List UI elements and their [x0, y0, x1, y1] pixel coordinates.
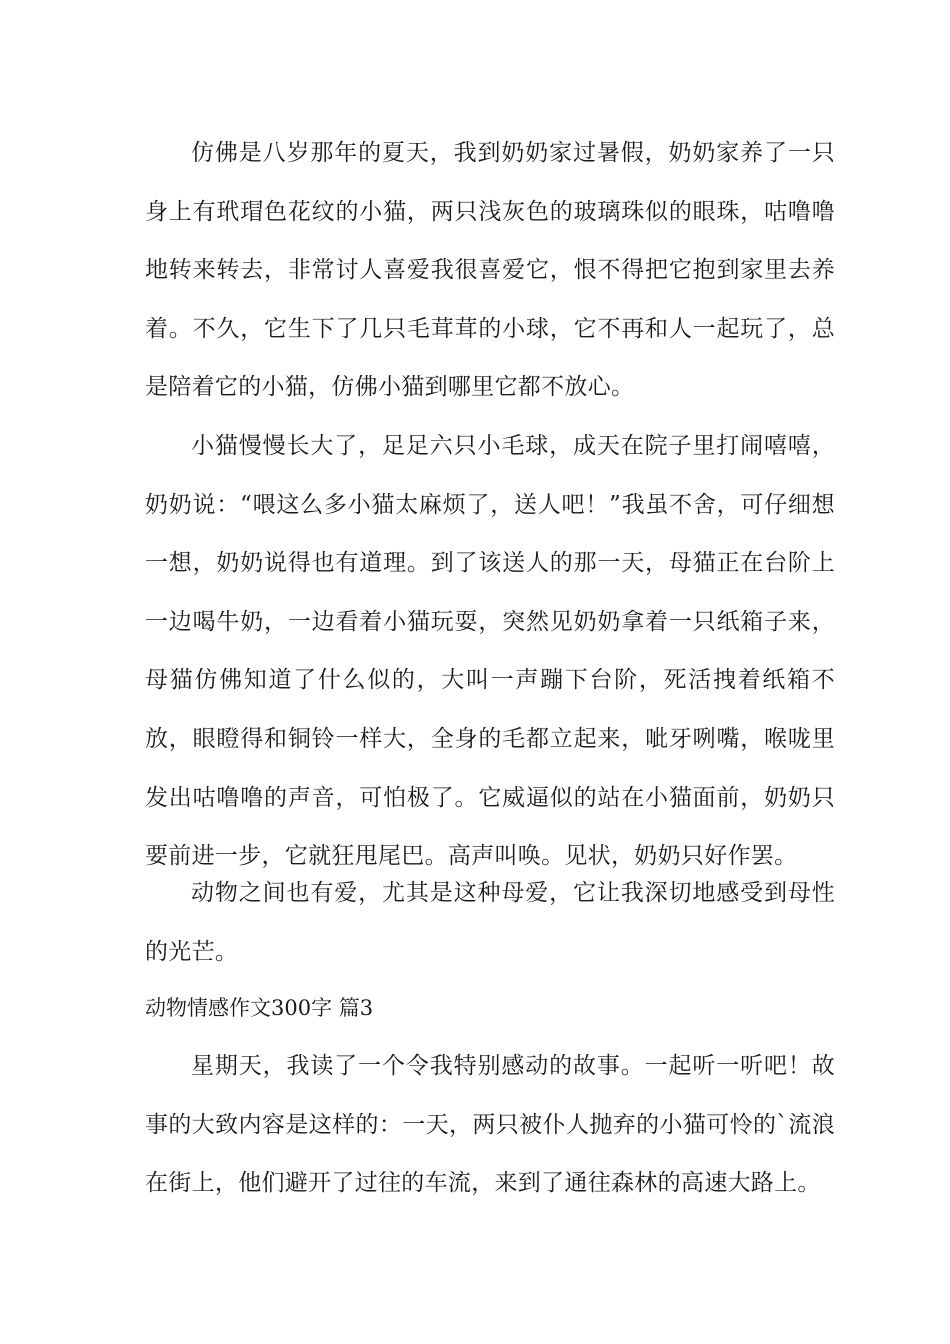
paragraph-2: 小猫慢慢长大了，足足六只小毛球，成天在院子里打闹嘻嘻，奶奶说：“喂这么多小猫太麻烦了，送人吧！”我虽不舍，可仔细想一想，奶奶说得也有道理。到了该送人的那一天，母猫正在台阶上一边喝牛奶，一边看着小猫玩耍，突然见奶奶拿着一只纸箱子来，母猫仿佛知道了什么似的，大叫一声蹦下台阶，死活拽着纸箱不放，眼瞪得和铜铃一样大，全身的毛都立起来，呲牙咧嘴，喉咙里发出咕噜噜的声音，可怕极了。它威逼似的站在小猫面前，奶奶只要前进一步，它就狂甩尾巴。高声叫唤。见状，奶奶只好作罢。	[145, 433, 835, 870]
section-heading: 动物情感作文300字 篇3	[145, 996, 374, 1020]
paragraph-4: 星期天，我读了一个令我特别感动的故事。一起听一听吧！故事的大致内容是这样的：一天，两只被仆人抛弃的小猫可怜的`流浪在街上，他们避开了过往的车流，来到了通往森林的高速大路上。	[145, 1053, 835, 1197]
paragraph-3: 动物之间也有爱，尤其是这种母爱，它让我深切地感受到母性的光芒。	[145, 880, 835, 965]
paragraph-1: 仿佛是八岁那年的夏天，我到奶奶家过暑假，奶奶家养了一只身上有玳瑁色花纹的小猫，两只浅灰色的玻璃珠似的眼珠，咕噜噜地转来转去，非常讨人喜爱我很喜爱它，恨不得把它抱到家里去养着。不久，它生下了几只毛茸茸的小球，它不再和人一起玩了，总是陪着它的小猫，仿佛小猫到哪里它都不放心。	[145, 140, 835, 401]
